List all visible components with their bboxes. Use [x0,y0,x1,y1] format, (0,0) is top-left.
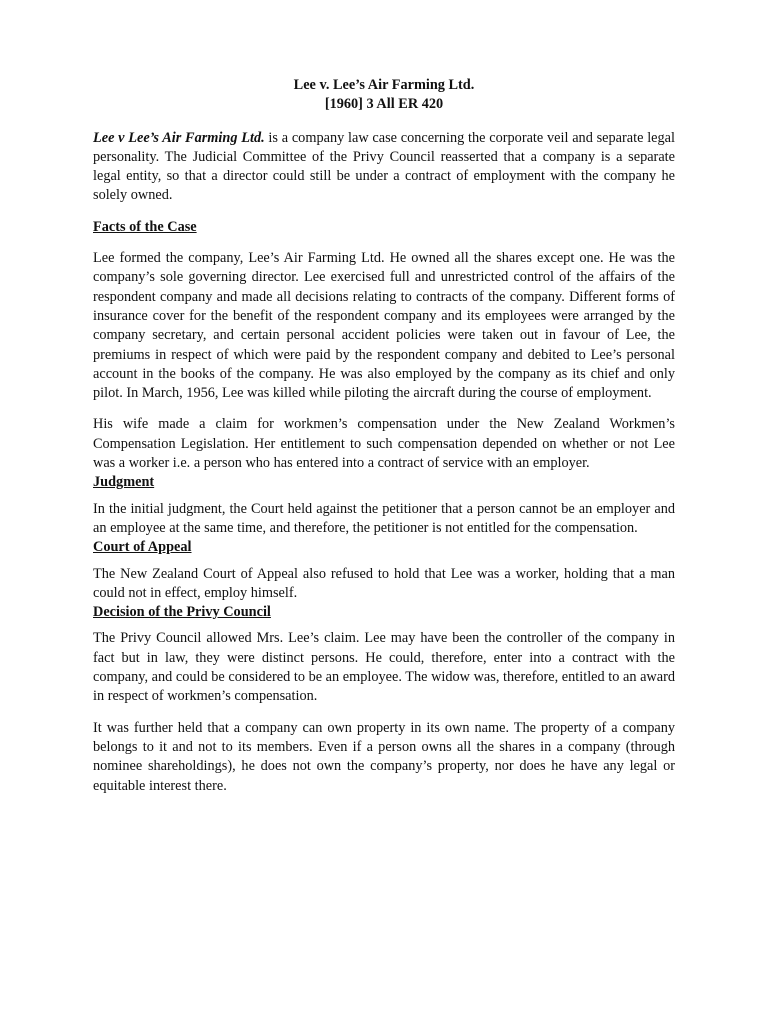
title-block [93,76,675,115]
heading-facts: Facts of the Case [93,218,197,235]
intro-paragraph [93,129,675,206]
privy-council-paragraph-2: It was further held that a company can own property in its own name. The property of a company belongs to it and not to its members. Even if a person owns all the shares in a company (through nominee shareholdings), he does not own the company’s property, nor does he have any legal or equitable interest there. [93,719,675,794]
privy-council-paragraph-1: The Privy Council allowed Mrs. Lee’s claim. Lee may have been the controller of the company in fact but in law, they were distinct persons. He could, therefore, enter into a contract with the company, and could be considered to be an employee. The widow was, therefore, entitled to an award in respect of workmen’s compensation. [93,630,675,705]
heading-privy-council: Decision of the Privy Council [93,604,271,621]
intro-text: is a company law case concerning the corporate veil and separate legal personality. The Judicial Committee of the Privy Council reasserted that a company is a separate legal entity, so that a director could still be under a contract of employment with the company he solely owned. [93,129,675,204]
case-citation: [1960] 3 All ER 420 [324,96,444,113]
case-title: Lee v. Lee’s Air Farming Ltd. [293,77,475,93]
heading-judgment: Judgment [93,474,155,491]
facts-paragraph-2: His wife made a claim for workmen’s compensation under the New Zealand Workmen’s Compensation Legislation. Her entitlement to such compensation depended on whether or not Lee was a worker i.e. a person who has entered into a contract of service with an employer. [93,416,675,472]
appeal-paragraph: The New Zealand Court of Appeal also refused to hold that Lee was a worker, holding that a man could not in effect, employ himself. [93,565,675,601]
document-page [93,76,675,796]
heading-court-of-appeal: Court of Appeal [93,539,192,556]
intro-case-name: Lee v Lee’s Air Farming Ltd. [93,129,265,146]
facts-paragraph-1: Lee formed the company, Lee’s Air Farming Ltd. He owned all the shares except one. He was the company’s sole governing director. Lee exercised full and unrestricted control of the affairs of the respondent company and made all decisions relating to contracts of the company. Different forms of insurance cover for the benefit of the respondent company and its employees were arranged by the company secretary, and certain personal accident policies were taken out in favour of Lee, the premiums in respect of which were paid by the respondent company and debited to Lee’s personal account in the books of the company. He was also employed by the company as its chief and only pilot. In March, 1956, Lee was killed while piloting the aircraft during the course of employment. [93,250,675,402]
judgment-paragraph: In the initial judgment, the Court held against the petitioner that a person cannot be an employer and an employee at the same time, and therefore, the petitioner is not entitled for the compensation. [93,500,675,536]
